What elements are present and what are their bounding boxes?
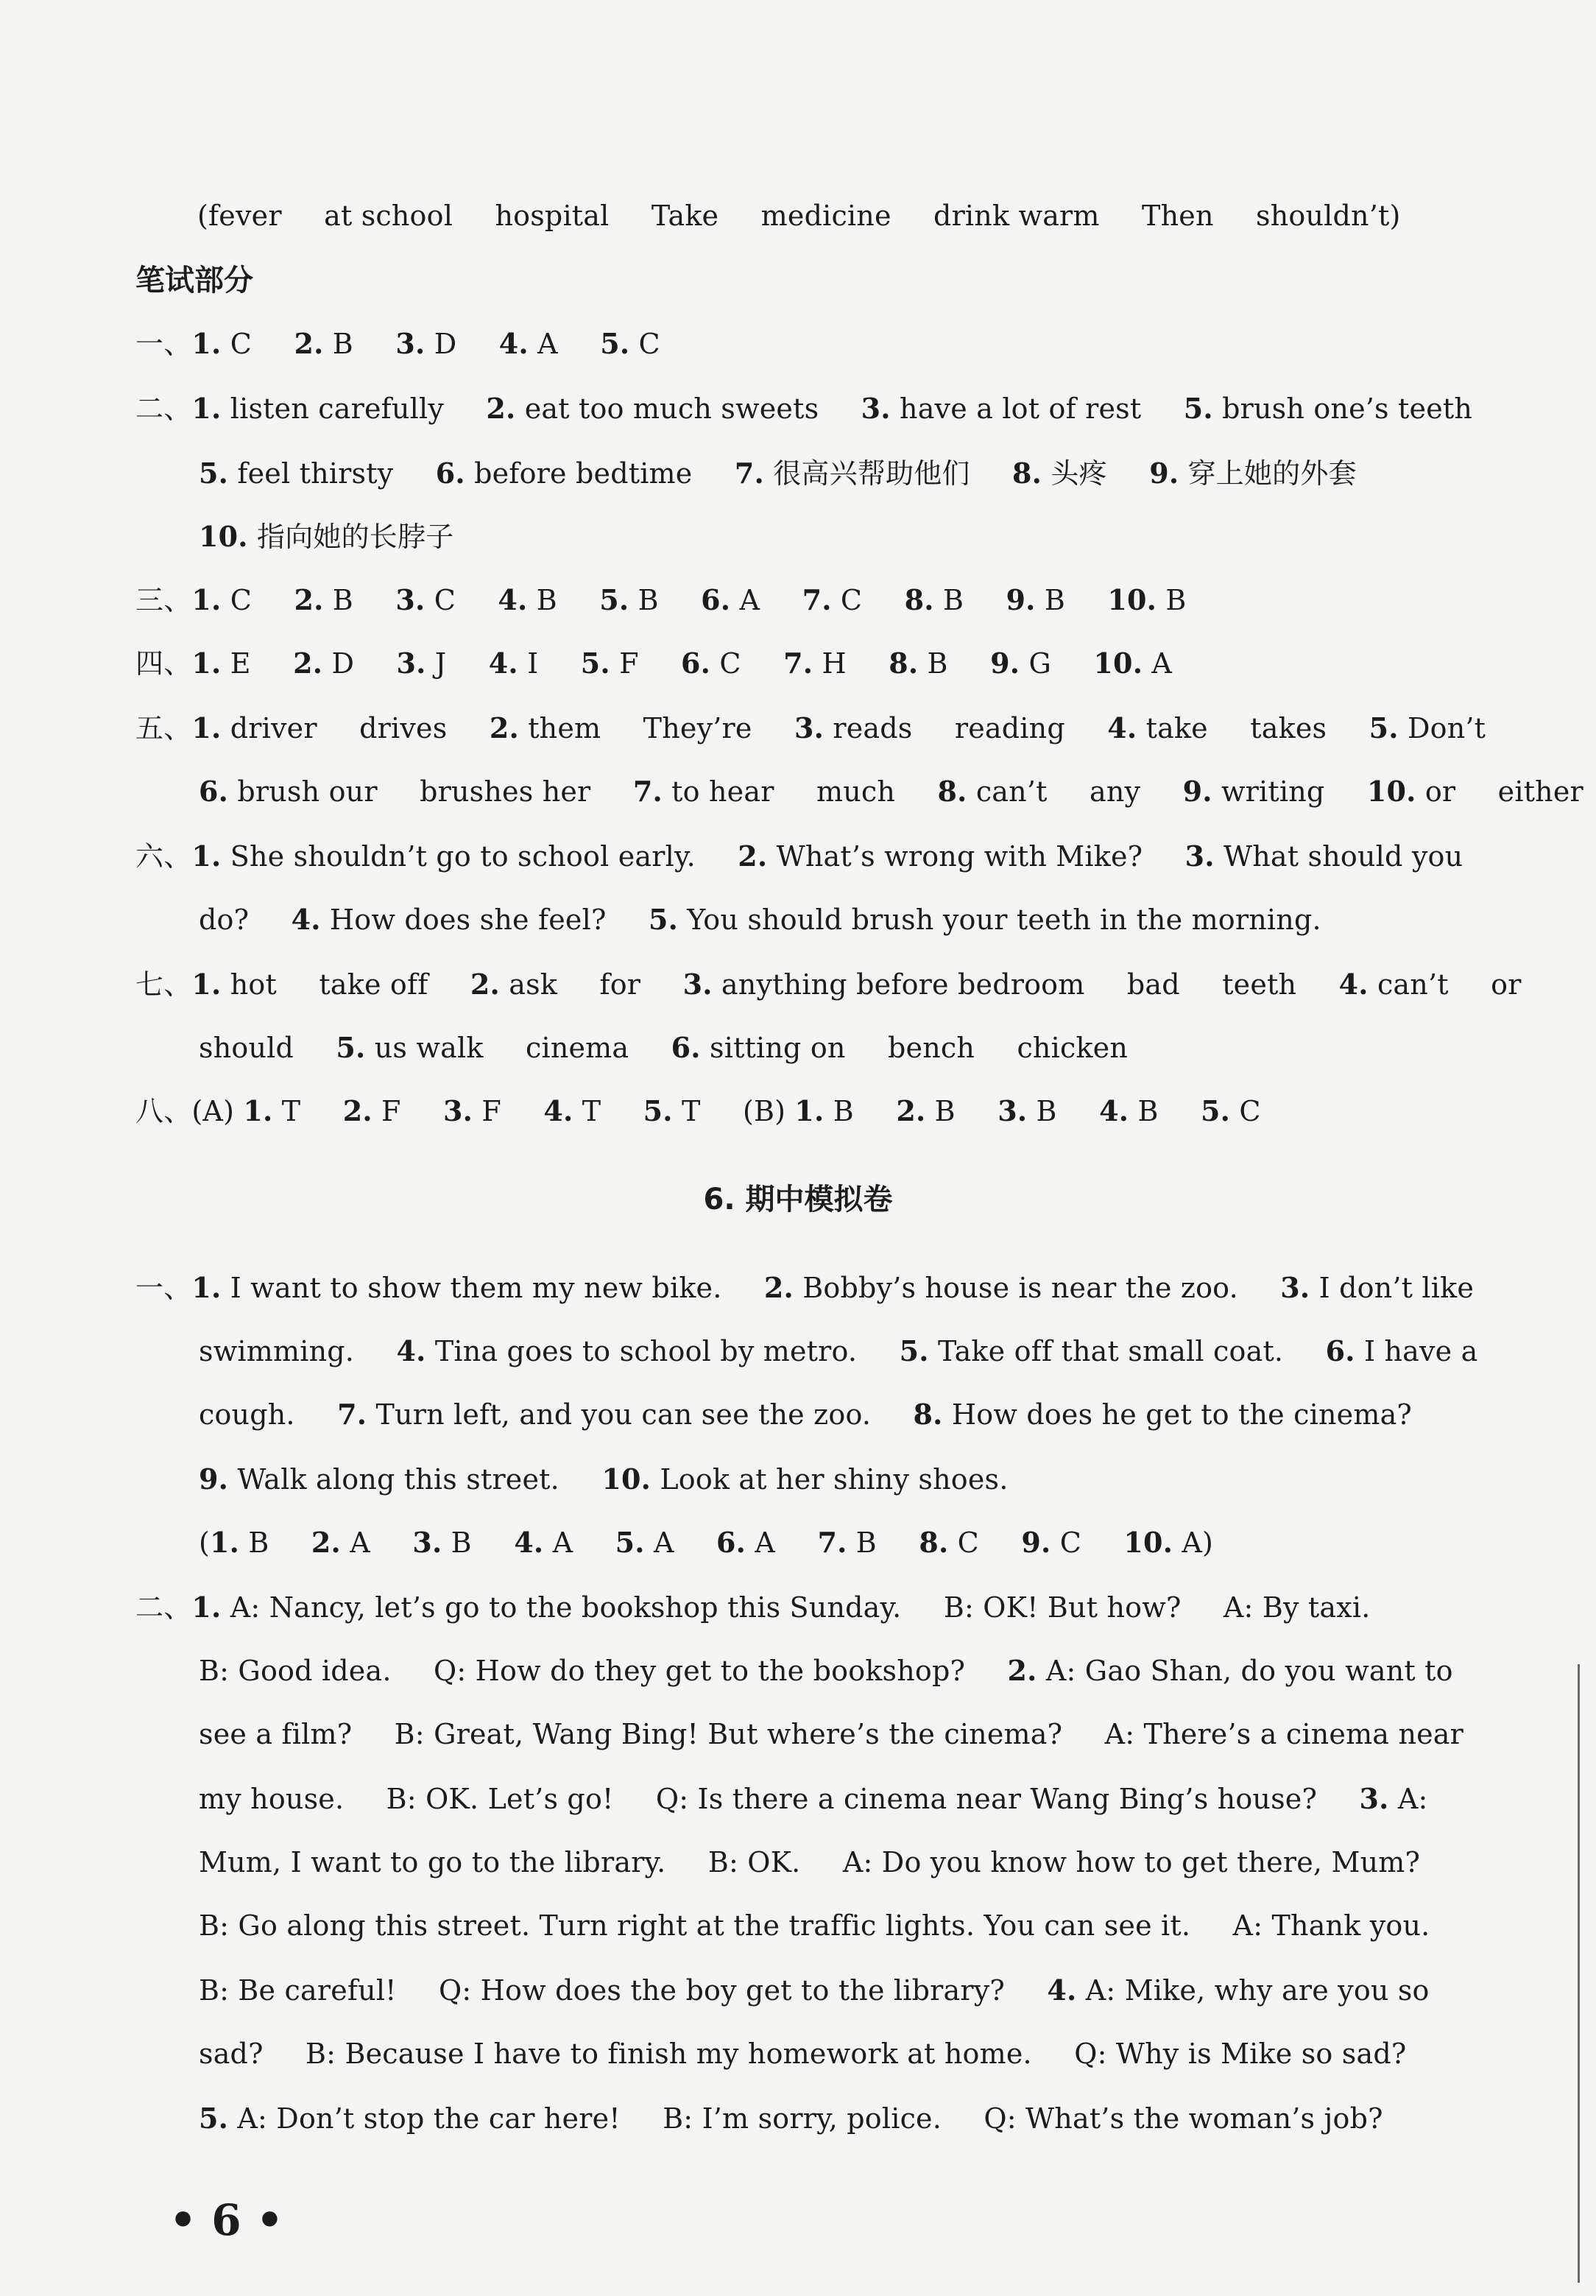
answer-line: cough. 7. Turn left, and you can see the zoo. 8. How does he get to the cinema? bbox=[199, 1398, 1412, 1431]
answer-line: sad? B: Because I have to finish my homework at home. Q: Why is Mike so sad? bbox=[199, 2038, 1407, 2070]
answer-line: 六、1. She shouldn’t go to school early. 2. What’s wrong with Mike? 3. What should you bbox=[135, 839, 1463, 873]
answer-line: 五、1. driver drives 2. them They’re 3. reads reading 4. take takes 5. Don’t bbox=[135, 711, 1486, 744]
answer-line: 6. brush our brushes her 7. to hear much 8. can’t any 9. writing 10. or either bbox=[199, 775, 1583, 808]
answer-line: 9. Walk along this street. 10. Look at her shiny shoes. bbox=[199, 1462, 1009, 1496]
answer-line: 二、1. listen carefully 2. eat too much sweets 3. have a lot of rest 5. brush one’s teeth bbox=[135, 392, 1473, 425]
answer-line: B: Be careful! Q: How does the boy get to the library? 4. A: Mike, why are you so bbox=[199, 1973, 1430, 2007]
answer-line: (1. B 2. A 3. B 4. A 5. A 6. A 7. B 8. C 9. C 10. A) bbox=[199, 1526, 1214, 1559]
answer-line: B: Good idea. Q: How do they get to the bookshop? 2. A: Gao Shan, do you want to bbox=[199, 1654, 1453, 1687]
answer-line: (fever at school hospital Take medicine drink warm Then shouldn’t) bbox=[197, 200, 1401, 232]
answer-line: 5. A: Don’t stop the car here! B: I’m sorry, police. Q: What’s the woman’s job? bbox=[199, 2102, 1383, 2135]
answer-line: 七、1. hot take off 2. ask for 3. anything before bedroom bad teeth 4. can’t or bbox=[135, 968, 1522, 1001]
answer-line: 10. 指向她的长脖子 bbox=[199, 520, 454, 553]
answer-line: 5. feel thirsty 6. before bedtime 7. 很高兴帮助他们 8. 头疼 9. 穿上她的外套 bbox=[199, 457, 1357, 490]
answer-line: 八、(A) 1. T 2. F 3. F 4. T 5. T (B) 1. B 2. B 3. B 4. B 5. C bbox=[135, 1094, 1261, 1127]
page-number: • 6 • bbox=[169, 2195, 283, 2245]
section-heading: 笔试部分 bbox=[135, 264, 253, 297]
answer-line: swimming. 4. Tina goes to school by metro. 5. Take off that small coat. 6. I have a bbox=[199, 1334, 1478, 1367]
answer-line: should 5. us walk cinema 6. sitting on bench chicken bbox=[199, 1031, 1129, 1064]
test-title: 6. 期中模拟卷 bbox=[703, 1183, 893, 1216]
answer-line: 一、1. C 2. B 3. D 4. A 5. C bbox=[135, 327, 660, 360]
answer-line: B: Go along this street. Turn right at the traffic lights. You can see it. A: Thank you. bbox=[199, 1909, 1430, 1942]
answer-line: 二、1. A: Nancy, let’s go to the bookshop this Sunday. B: OK! But how? A: By taxi. bbox=[135, 1591, 1371, 1624]
answer-line: do? 4. How does she feel? 5. You should brush your teeth in the morning. bbox=[199, 903, 1321, 936]
page-edge-shadow bbox=[1578, 1664, 1580, 2283]
answer-line: Mum, I want to go to the library. B: OK. A: Do you know how to get there, Mum? bbox=[199, 1846, 1421, 1878]
answer-line: see a film? B: Great, Wang Bing! But where’s the cinema? A: There’s a cinema near bbox=[199, 1718, 1464, 1750]
answer-line: 四、1. E 2. D 3. J 4. I 5. F 6. C 7. H 8. B 9. G 10. A bbox=[135, 647, 1173, 680]
answer-line: 一、1. I want to show them my new bike. 2. Bobby’s house is near the zoo. 3. I don’t like bbox=[135, 1271, 1475, 1304]
answer-line: my house. B: OK. Let’s go! Q: Is there a cinema near Wang Bing’s house? 3. A: bbox=[199, 1782, 1428, 1815]
answer-line: 三、1. C 2. B 3. C 4. B 5. B 6. A 7. C 8. B 9. B 10. B bbox=[135, 583, 1187, 616]
